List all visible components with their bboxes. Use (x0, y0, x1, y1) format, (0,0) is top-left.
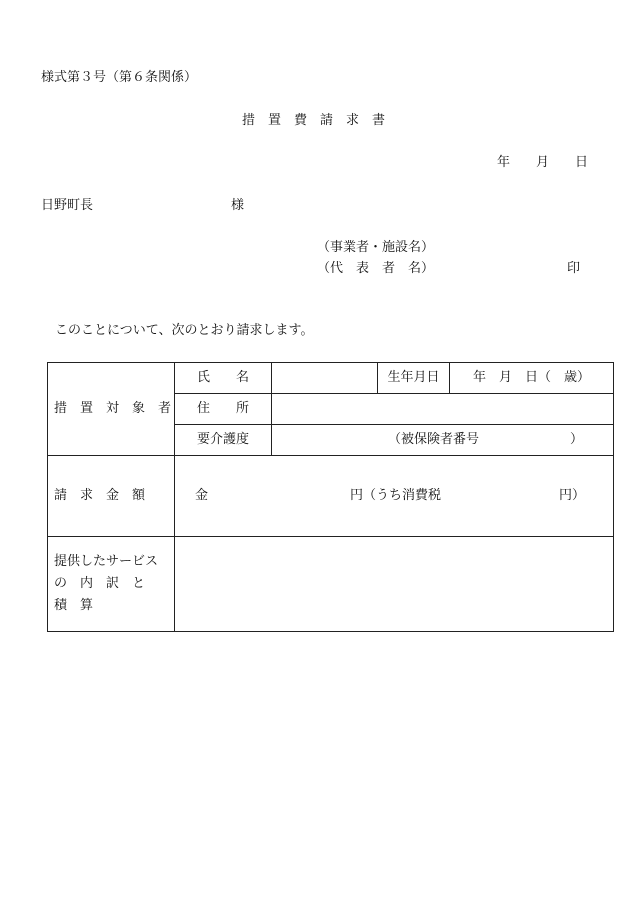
applicant-facility-label: （事業者・施設名） (317, 240, 435, 255)
addressee-name: 日野町長 (41, 198, 94, 213)
name-field[interactable] (272, 363, 378, 394)
birth-date-label: 生年月日 (378, 363, 450, 394)
birth-date-field[interactable]: 年 月 日（ 歳） (450, 363, 614, 394)
address-label: 住 所 (175, 394, 272, 425)
amount-prefix: 金 (195, 488, 209, 503)
care-level-label: 要介護度 (175, 425, 272, 456)
address-field[interactable] (272, 394, 614, 425)
services-field[interactable] (175, 537, 614, 632)
date-line: 年 月 日 (497, 155, 589, 170)
claim-form-table (47, 362, 614, 632)
services-label: 提供したサービス の 内 訳 と 積 算 (48, 537, 175, 632)
name-label: 氏 名 (175, 363, 272, 394)
amount-yen: 円（うち消費税 (349, 488, 441, 503)
amount-label: 請 求 金 額 (48, 456, 175, 537)
amount-field[interactable] (175, 456, 614, 537)
table-row (48, 363, 614, 394)
insured-number-field[interactable]: （被保険者番号 ） (272, 425, 614, 456)
subject-label: 措 置 対 象 者 (48, 363, 175, 456)
table-row (48, 537, 614, 632)
form-number: 様式第３号（第６条関係） (41, 70, 198, 85)
applicant-representative-label: （代 表 者 名） (317, 261, 435, 276)
addressee-honorific: 様 (231, 198, 245, 213)
table-row (48, 456, 614, 537)
document-title: 措 置 費 請 求 書 (242, 113, 386, 128)
amount-suffix: 円） (558, 488, 585, 503)
seal-mark: 印 (567, 261, 581, 276)
body-text: このことについて、次のとおり請求します。 (55, 323, 314, 338)
